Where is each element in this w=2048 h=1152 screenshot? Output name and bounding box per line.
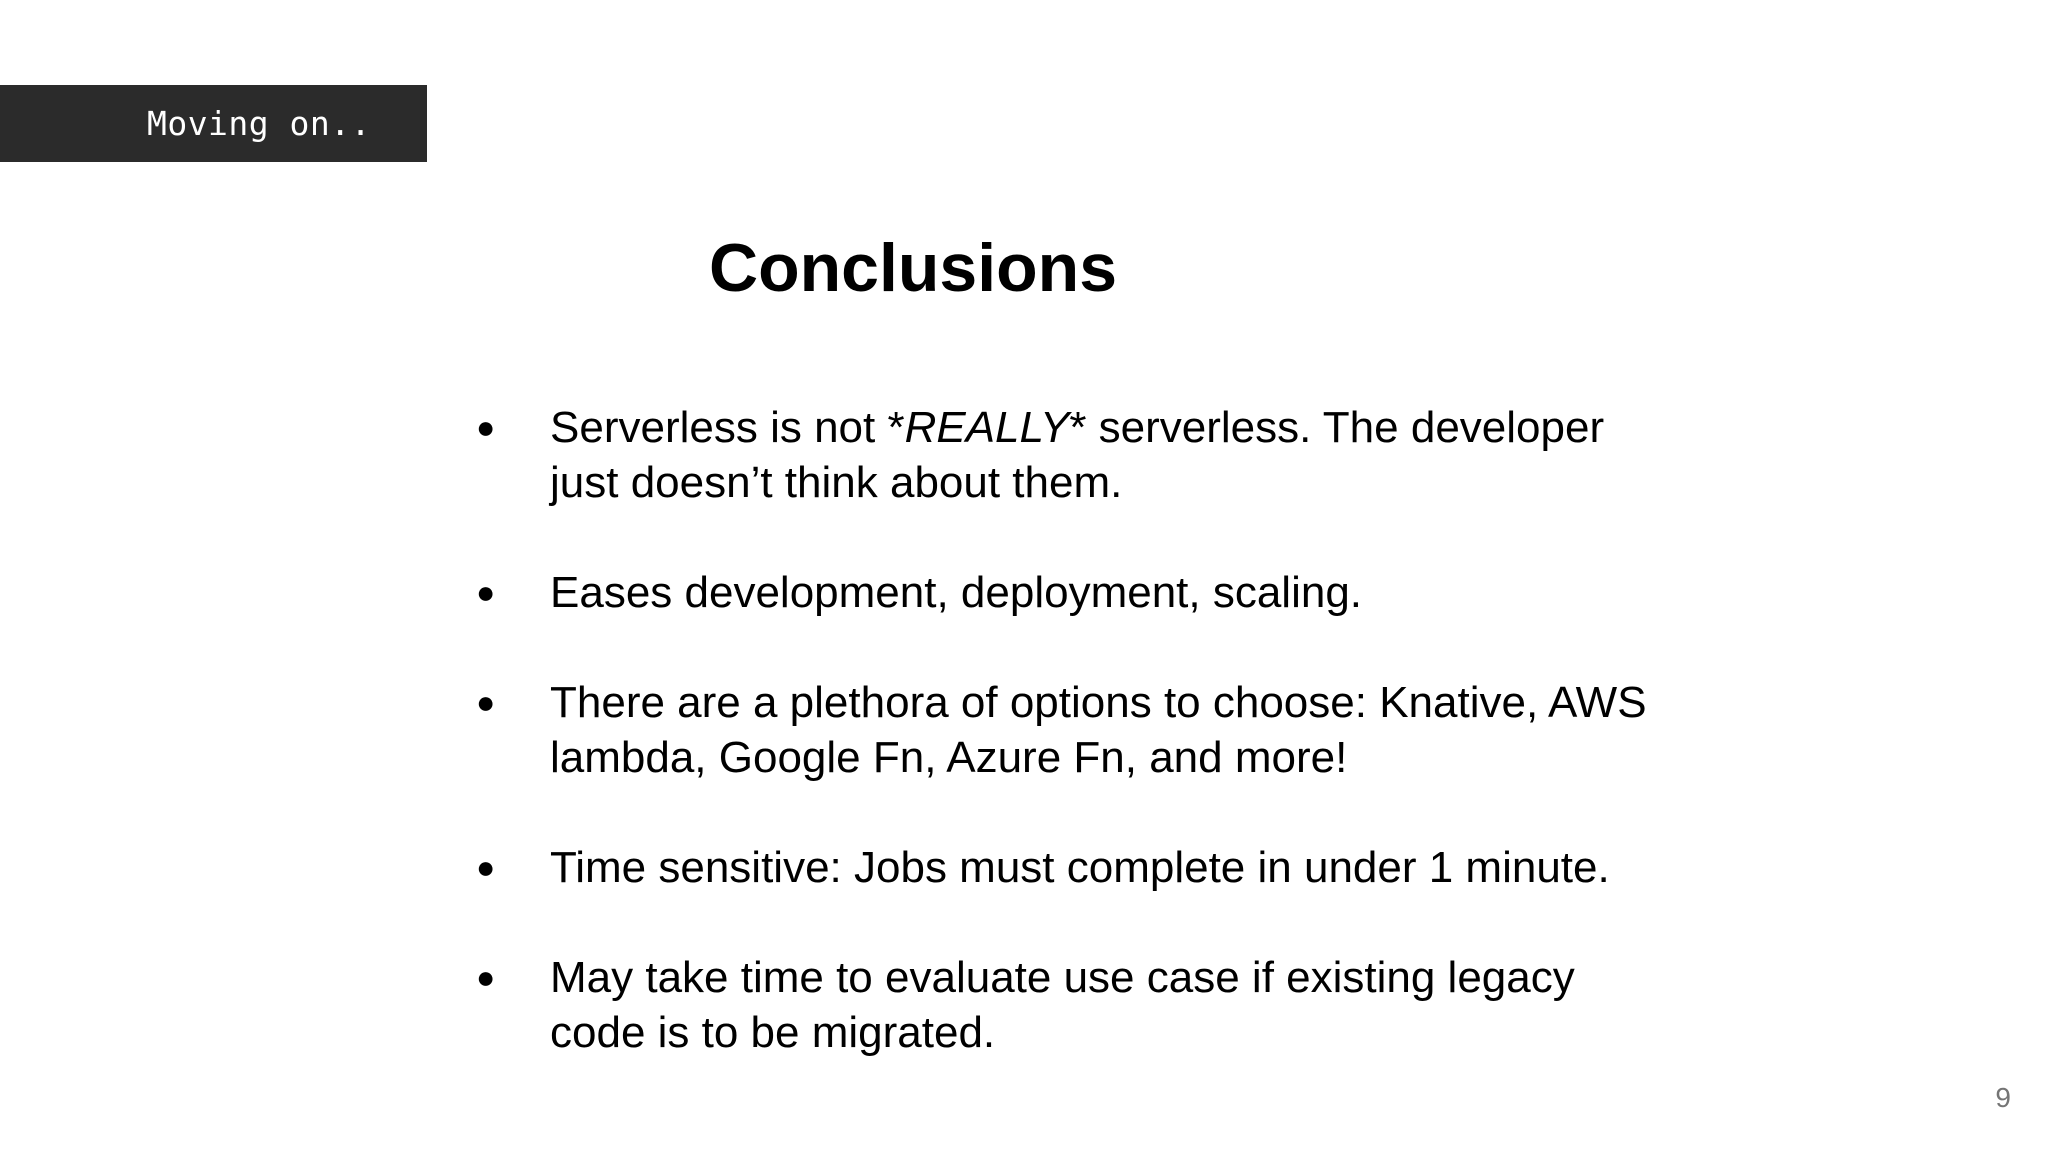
list-item: [470, 950, 1670, 1060]
bullet-icon: ●: [476, 684, 496, 720]
list-item: [470, 400, 1670, 510]
bullet-icon: ●: [476, 574, 496, 610]
bullet-list: [470, 400, 1670, 1060]
bullet-text: Time sensitive: Jobs must complete in under 1 minute.: [550, 843, 1610, 892]
section-tag-label: Moving on..: [146, 104, 371, 143]
list-item: [470, 675, 1670, 785]
bullet-text: May take time to evaluate use case if existing legacy code is to be migrated.: [550, 953, 1575, 1057]
bullet-text-emphasis: REALLY: [904, 403, 1070, 452]
slide-title: Conclusions: [709, 230, 1118, 306]
bullet-icon: ●: [476, 409, 496, 445]
bullet-text-start: Serverless is not *: [550, 403, 905, 452]
bullet-icon: ●: [476, 959, 496, 995]
bullet-text: [550, 403, 1604, 507]
list-item: [470, 565, 1670, 620]
list-item: [470, 840, 1670, 895]
bullet-icon: ●: [476, 849, 496, 885]
section-tag: [0, 85, 427, 162]
bullet-text-end: * serverless. The developer just doesn’t think about them.: [550, 403, 1605, 507]
page-number: 9: [1995, 1082, 2011, 1113]
bullet-text: Eases development, deployment, scaling.: [550, 568, 1363, 617]
bullet-text: There are a plethora of options to choose: Knative, AWS lambda, Google Fn, Azure Fn, and more!: [550, 678, 1647, 782]
